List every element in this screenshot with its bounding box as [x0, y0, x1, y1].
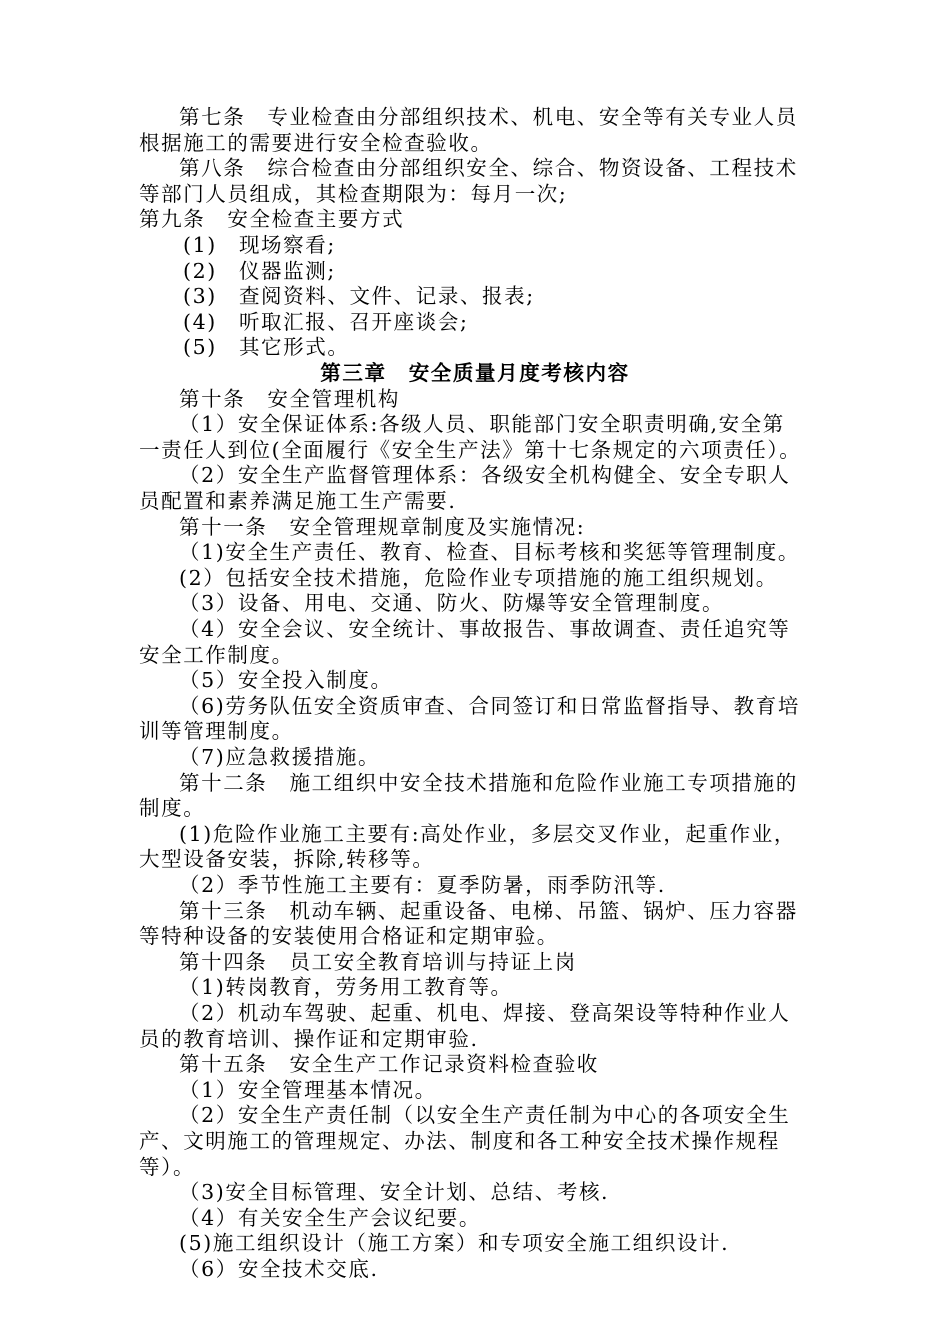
text-line: 训等管理制度。	[139, 719, 294, 744]
text-line: （2）安全生产监督管理体系：各级安全机构健全、安全专职人	[179, 463, 791, 488]
text-line: 员的教育培训、操作证和定期审验.	[139, 1026, 479, 1051]
text-line: 等特种设备的安装使用合格证和定期审验。	[139, 924, 559, 949]
text-line: 根据施工的需要进行安全检查验收。	[139, 130, 493, 155]
text-line: （3）设备、用电、交通、防火、防爆等安全管理制度。	[179, 591, 725, 616]
text-line: （2）安全生产责任制（以安全生产责任制为中心的各项安全生	[179, 1103, 791, 1128]
text-line: 第十五条 安全生产工作记录资料检查验收	[179, 1052, 599, 1077]
text-line: (1)危险作业施工主要有:高处作业，多层交叉作业，起重作业，	[179, 821, 796, 846]
text-line: 第九条 安全检查主要方式	[139, 207, 405, 232]
text-line: （1)安全生产责任、教育、检查、目标考核和奖惩等管理制度。	[179, 540, 800, 565]
text-line: 大型设备安装，拆除,转移等。	[139, 847, 435, 872]
text-line: (5)施工组织设计（施工方案）和专项安全施工组织设计.	[179, 1231, 730, 1256]
chapter-heading: 第三章 安全质量月度考核内容	[320, 361, 630, 385]
text-line: 产、文明施工的管理规定、办法、制度和各工种安全技术操作规程	[139, 1129, 780, 1153]
text-line: 第十条 安全管理机构	[179, 386, 400, 411]
text-line: 第十三条 机动车辆、起重设备、电梯、吊篮、锅炉、压力容器	[179, 898, 798, 923]
text-line: （1)转岗教育，劳务用工教育等。	[179, 975, 513, 1000]
text-line: （2）季节性施工主要有：夏季防暑，雨季防汛等.	[179, 873, 666, 897]
text-line: 制度。	[139, 796, 206, 821]
text-line: (4) 听取汇报、召开座谈会;	[183, 309, 469, 334]
text-line: （5）安全投入制度。	[179, 668, 393, 693]
text-line: （4）有关安全生产会议纪要。	[179, 1205, 481, 1230]
text-line: 第七条 专业检查由分部组织技术、机电、安全等有关专业人员	[179, 105, 798, 129]
text-line: (2) 仪器监测;	[183, 258, 336, 283]
text-line: 第十二条 施工组织中安全技术措施和危险作业施工专项措施的	[179, 770, 798, 795]
text-line: （1）安全管理基本情况。	[179, 1077, 437, 1102]
text-line: （2）机动车驾驶、起重、机电、焊接、登高架设等特种作业人	[179, 1001, 791, 1025]
text-line: (5) 其它形式。	[183, 335, 350, 360]
text-line: （6)劳务队伍安全资质审查、合同签订和日常监督指导、教育培	[179, 693, 800, 718]
text-line: （3)安全目标管理、安全计划、总结、考核.	[179, 1180, 610, 1205]
text-line: （7)应急救援措施。	[179, 745, 381, 769]
text-line: 安全工作制度。	[139, 642, 294, 667]
text-line: 第十四条 员工安全教育培训与持证上岗	[179, 949, 577, 974]
text-line: 员配置和素养满足施工生产需要.	[139, 489, 457, 513]
text-line: (1) 现场察看;	[183, 233, 336, 257]
text-line: (2）包括安全技术措施，危险作业专项措施的施工组织规划。	[179, 565, 778, 590]
text-line: 第八条 综合检查由分部组织安全、综合、物资设备、工程技术	[179, 156, 798, 181]
text-line: 等部门人员组成，其检查期限为：每月一次;	[139, 181, 568, 206]
text-line: 等）。	[139, 1154, 196, 1179]
text-line: （4）安全会议、安全统计、事故报告、事故调查、责任追究等	[179, 617, 791, 641]
text-line: 一责任人到位(全面履行《安全生产法》第十七条规定的六项责任）。	[139, 437, 802, 462]
text-line: (3) 查阅资料、文件、记录、报表;	[183, 284, 535, 309]
text-line: 第十一条 安全管理规章制度及实施情况:	[179, 514, 586, 539]
text-line: （6）安全技术交底.	[179, 1257, 379, 1281]
text-line: （1）安全保证体系:各级人员、职能部门安全职责明确,安全第	[179, 412, 785, 437]
